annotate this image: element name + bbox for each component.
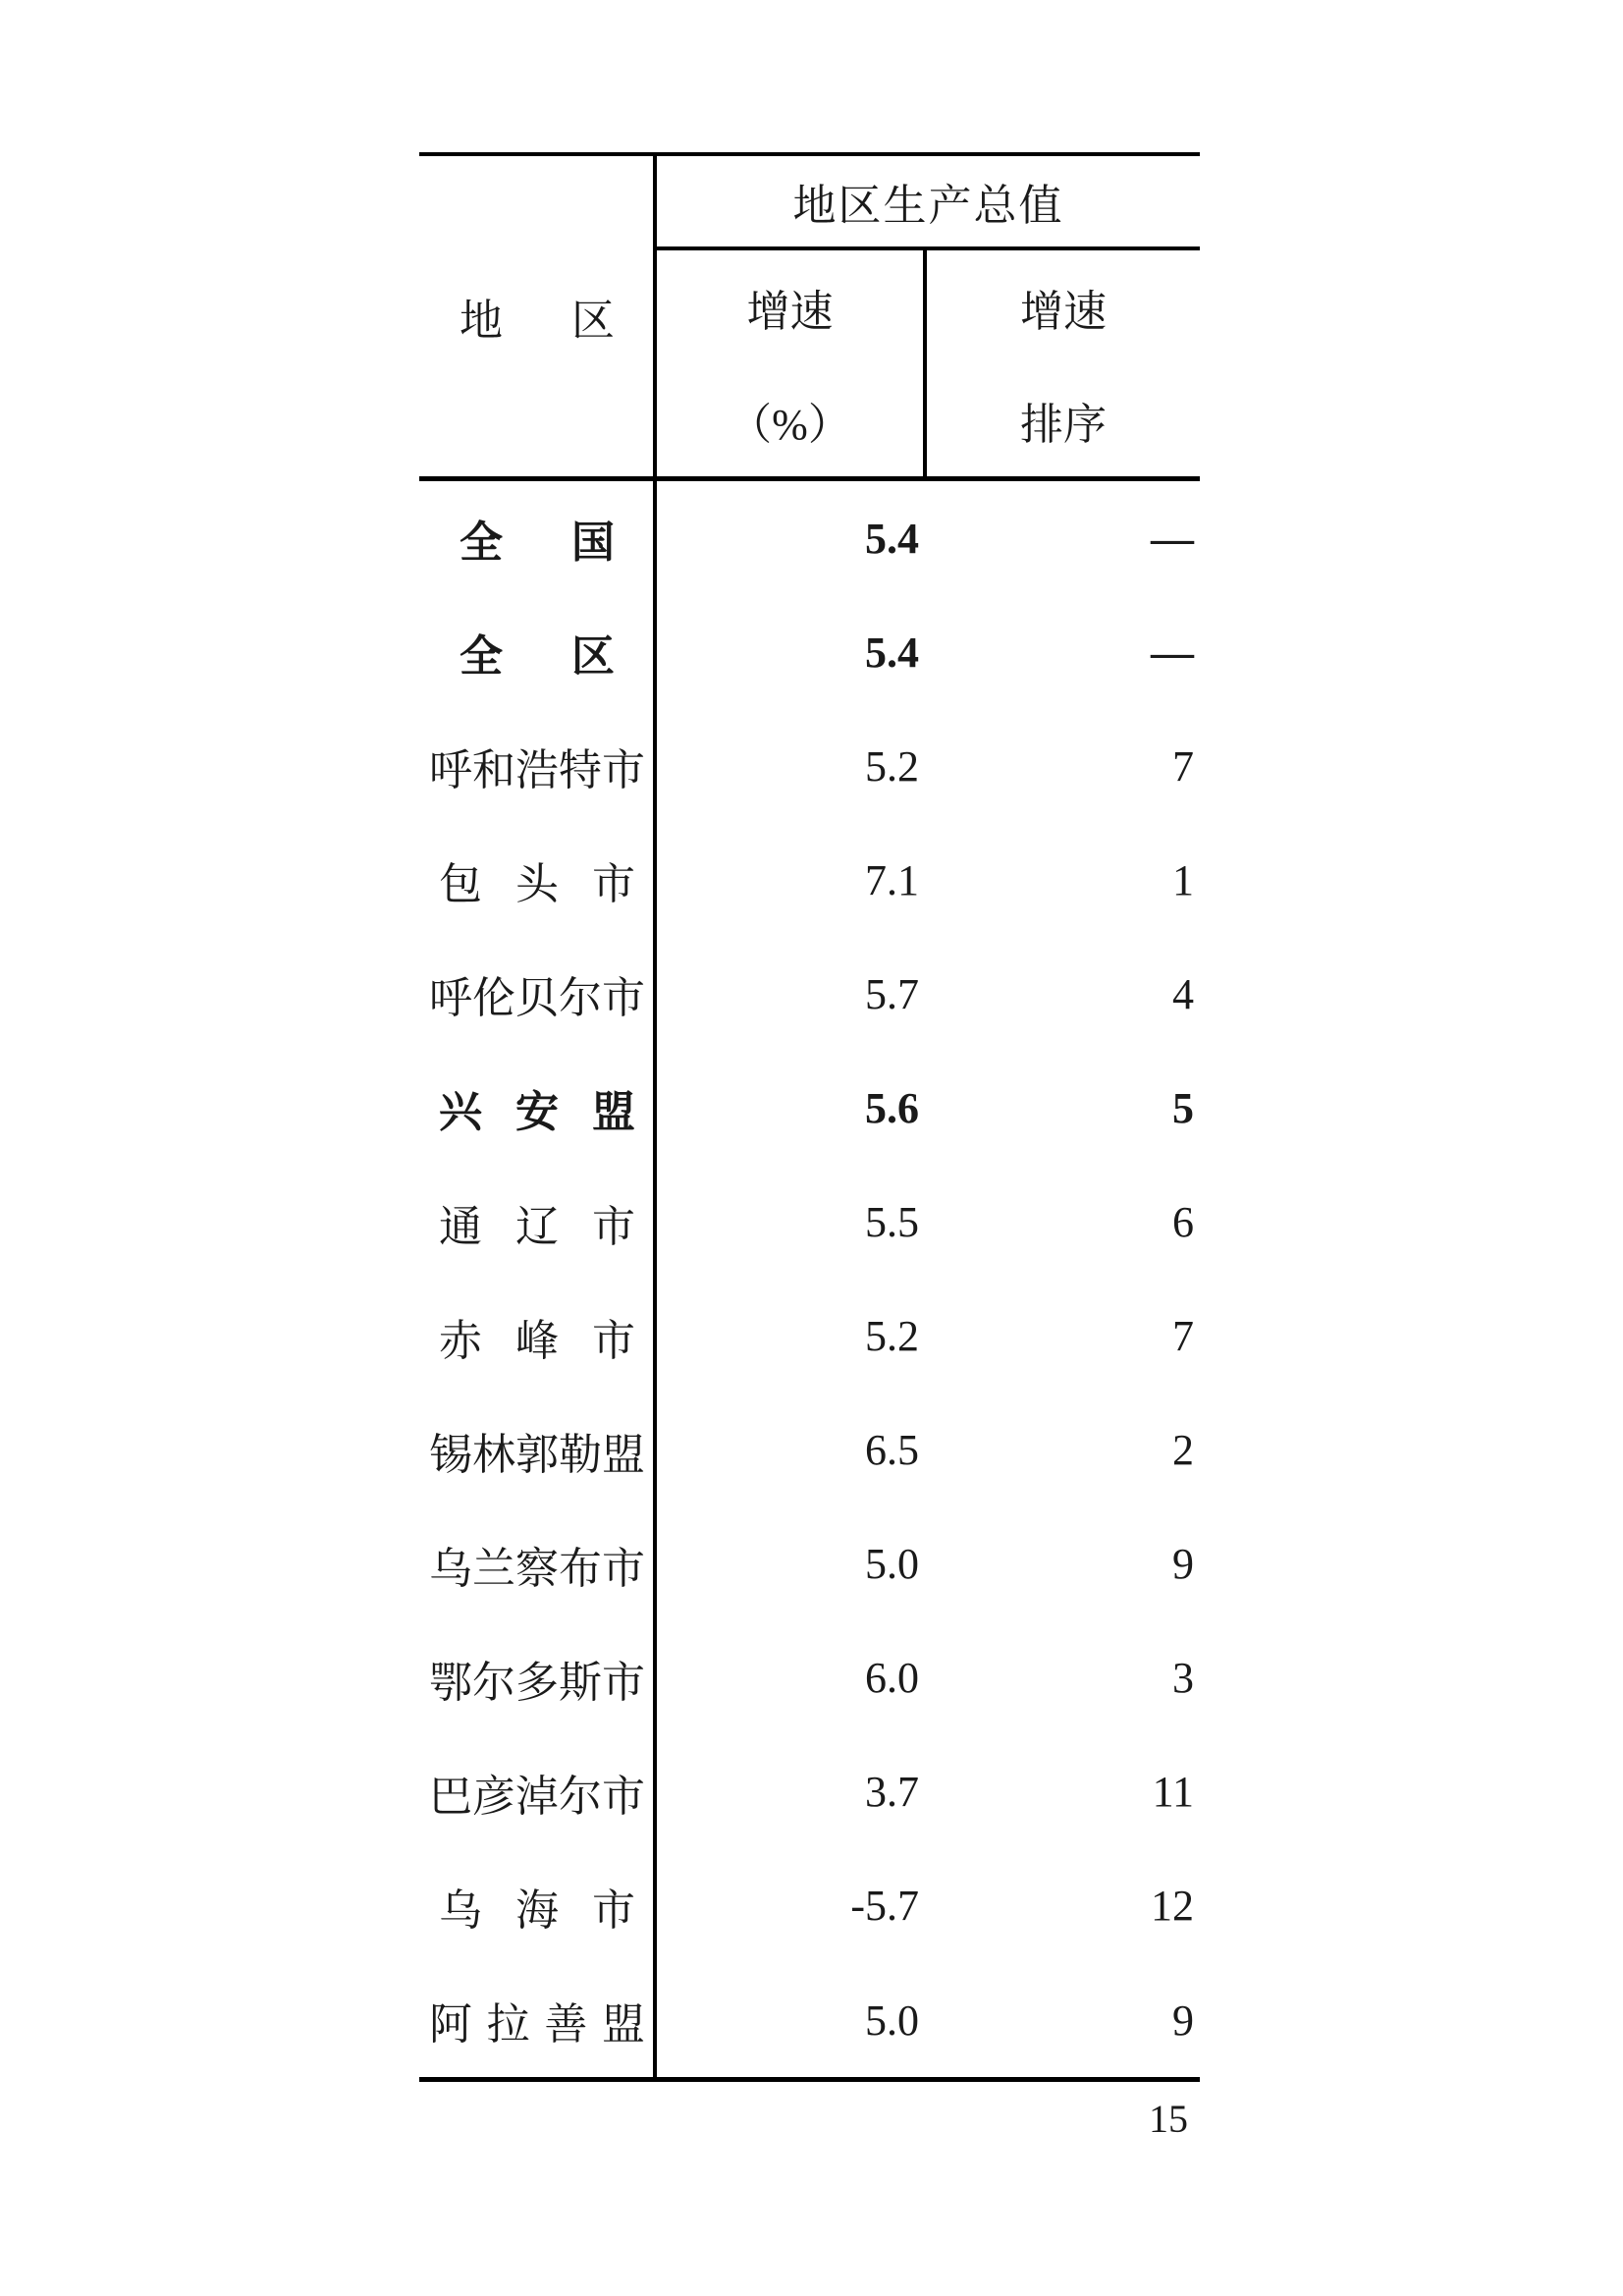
region-name-cell bbox=[419, 823, 655, 937]
region-name: 全 国 bbox=[460, 519, 615, 568]
region-name: 巴 彦 淖 尔 市 bbox=[429, 1772, 645, 1821]
rank-value: 2 bbox=[1172, 1426, 1194, 1475]
gdp-span-header bbox=[657, 156, 1200, 246]
region-name-cell bbox=[419, 1849, 655, 1963]
rank-value: — bbox=[1151, 514, 1194, 563]
table-row bbox=[419, 481, 1200, 595]
growth-value: 5.0 bbox=[865, 1995, 919, 2045]
region-name: 赤 峰 市 bbox=[439, 1316, 635, 1365]
rank-value: 5 bbox=[1172, 1083, 1194, 1132]
growth-header-line1: 增速 bbox=[746, 287, 834, 336]
rank-value: 6 bbox=[1172, 1198, 1194, 1246]
region-name: 包 头 市 bbox=[439, 860, 635, 909]
table-row bbox=[419, 1051, 1200, 1165]
growth-value: 5.4 bbox=[865, 514, 919, 563]
region-name: 兴 安 盟 bbox=[439, 1088, 635, 1137]
rank-value: 4 bbox=[1172, 969, 1194, 1018]
growth-value: 6.5 bbox=[865, 1426, 919, 1475]
table-row bbox=[419, 823, 1200, 937]
region-header-label: 地 区 bbox=[460, 297, 615, 345]
table-row bbox=[419, 1394, 1200, 1507]
growth-value: 6.0 bbox=[865, 1654, 919, 1703]
rank-value: 7 bbox=[1172, 1312, 1194, 1361]
rank-value: 9 bbox=[1172, 1540, 1194, 1589]
table-row bbox=[419, 595, 1200, 709]
rank-value: 3 bbox=[1172, 1654, 1194, 1703]
table-row bbox=[419, 1621, 1200, 1735]
growth-value: 7.1 bbox=[865, 855, 919, 904]
growth-value: 3.7 bbox=[865, 1768, 919, 1817]
region-name: 锡 林 郭 勒 盟 bbox=[429, 1430, 645, 1479]
rank-value: 11 bbox=[1152, 1768, 1194, 1817]
growth-value: 5.2 bbox=[865, 741, 919, 791]
region-name: 呼 和 浩 特 市 bbox=[429, 746, 645, 795]
region-column-header bbox=[419, 156, 655, 476]
region-name-cell bbox=[419, 1394, 655, 1507]
growth-column-header bbox=[657, 250, 923, 476]
table-border-bottom bbox=[419, 2077, 1200, 2082]
table-row bbox=[419, 937, 1200, 1051]
table-row bbox=[419, 1165, 1200, 1279]
region-name-cell bbox=[419, 1735, 655, 1849]
table-body bbox=[419, 481, 1200, 2077]
growth-value: 5.0 bbox=[865, 1540, 919, 1589]
rank-column-header bbox=[927, 250, 1200, 476]
region-name: 乌 兰 察 布 市 bbox=[429, 1544, 645, 1593]
rank-header-line2: 排序 bbox=[1020, 400, 1107, 449]
growth-value: -5.7 bbox=[850, 1882, 919, 1931]
region-name: 鄂 尔 多 斯 市 bbox=[429, 1658, 645, 1707]
region-name-cell bbox=[419, 1621, 655, 1735]
growth-header-line2: （%） bbox=[729, 400, 851, 449]
table-row bbox=[419, 1849, 1200, 1963]
region-name-cell bbox=[419, 1051, 655, 1165]
region-name: 阿 拉 善 盟 bbox=[429, 2000, 645, 2050]
rank-value: 7 bbox=[1172, 741, 1194, 791]
gdp-span-header-label: 地区生产总值 bbox=[792, 182, 1064, 230]
region-name-cell bbox=[419, 1165, 655, 1279]
table-row bbox=[419, 1280, 1200, 1394]
growth-value: 5.2 bbox=[865, 1312, 919, 1361]
region-name-cell bbox=[419, 1280, 655, 1394]
region-name: 乌 海 市 bbox=[439, 1886, 635, 1935]
growth-value: 5.6 bbox=[865, 1083, 919, 1132]
region-name-cell bbox=[419, 937, 655, 1051]
growth-value: 5.4 bbox=[865, 628, 919, 677]
growth-value: 5.5 bbox=[865, 1198, 919, 1246]
region-name: 通 辽 市 bbox=[439, 1202, 635, 1251]
page-number: 15 bbox=[1149, 2097, 1188, 2141]
region-name-cell bbox=[419, 595, 655, 709]
region-name-cell bbox=[419, 709, 655, 823]
region-name-cell bbox=[419, 1507, 655, 1621]
table-row bbox=[419, 709, 1200, 823]
region-name-cell bbox=[419, 1963, 655, 2077]
table-row bbox=[419, 1963, 1200, 2077]
gdp-table bbox=[419, 152, 1200, 2082]
region-name-cell bbox=[419, 481, 655, 595]
rank-value: 1 bbox=[1172, 855, 1194, 904]
rank-header-line1: 增速 bbox=[1020, 287, 1107, 336]
region-name: 呼 伦 贝 尔 市 bbox=[429, 974, 645, 1023]
table-row bbox=[419, 1507, 1200, 1621]
table-row bbox=[419, 1735, 1200, 1849]
rank-value: 9 bbox=[1172, 1995, 1194, 2045]
rank-value: — bbox=[1151, 628, 1194, 677]
region-name: 全 区 bbox=[460, 632, 615, 682]
growth-value: 5.7 bbox=[865, 969, 919, 1018]
rank-value: 12 bbox=[1151, 1882, 1194, 1931]
